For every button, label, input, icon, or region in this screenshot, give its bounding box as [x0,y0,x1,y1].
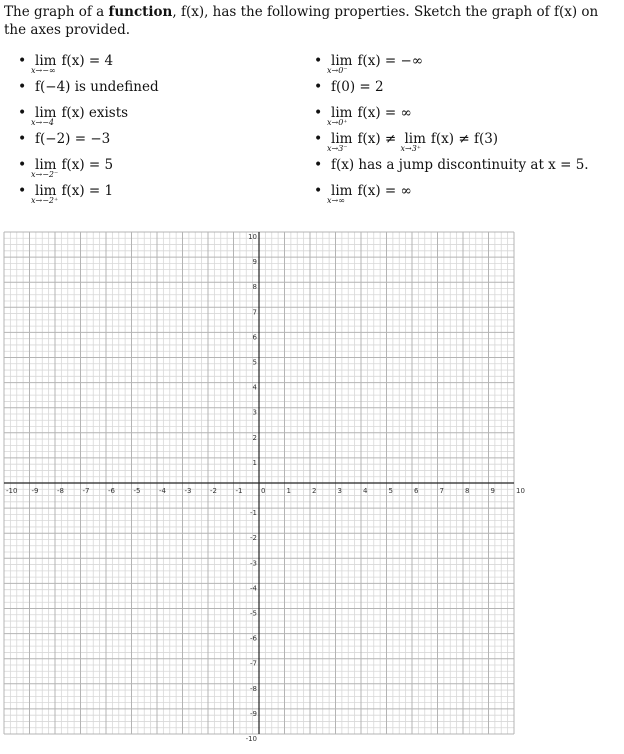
property-statement: f(0) = 2 [331,79,384,95]
property-text [331,156,589,174]
y-tick-label: 4 [252,383,257,392]
limit-operator [31,104,57,127]
limit-operator [327,104,353,127]
property-expression: f(x) = 1 [61,183,114,199]
limit-word: lim [331,105,353,121]
problem-statement [4,3,620,39]
limit-operator [327,182,353,205]
y-tick-label: 5 [252,358,257,367]
y-tick-label: 10 [248,233,257,241]
property-statement: f(−4) is undefined [35,79,159,95]
y-tick-label: -8 [250,684,257,693]
y-tick-label: -2 [250,534,257,543]
x-tick-label: -4 [159,487,166,495]
x-tick-label: 0 [261,487,266,495]
y-tick-label: 3 [252,408,257,417]
limit-word: lim [331,183,353,199]
bullet-icon: • [314,183,323,199]
intro-bold: function [108,4,173,20]
bullet-icon: • [18,79,27,95]
x-tick-label: -7 [82,487,90,495]
limit-word: lim [35,157,57,173]
property-expression: f(x) = −∞ [357,53,424,69]
limit-subscript: x→∞ [327,196,345,205]
y-tick-label: -10 [245,735,257,743]
limit-subscript: x→−2⁺ [31,196,59,205]
property-text [31,52,114,75]
x-tick-label: 4 [363,487,368,495]
bullet-icon: • [18,183,27,199]
property-expression: f(x) exists [61,105,129,121]
property-text [31,182,114,205]
x-tick-label: -3 [184,487,192,495]
property-statement: f(−2) = −3 [35,131,111,147]
limit-subscript: x→−2⁻ [31,170,59,179]
y-tick-label: 8 [252,283,257,292]
y-tick-label: -9 [250,709,257,718]
y-tick-label: -7 [250,659,257,668]
property-expression: f(x) = ∞ [357,183,412,199]
bullet-icon: • [314,131,323,147]
x-tick-label: 9 [490,487,495,495]
property-expression-2: f(x) ≠ f(3) [430,131,499,147]
limit-word: lim [331,131,353,147]
x-tick-label: 5 [388,487,393,495]
limit-subscript: x→3⁻ [327,144,348,153]
limit-word: lim [331,53,353,69]
limit-operator [31,182,59,205]
limit-word: lim [35,183,57,199]
y-tick-label: 7 [252,308,257,317]
limit-word: lim [404,131,426,147]
intro-before: The graph of a [4,4,109,20]
y-tick-label: -4 [250,584,257,593]
property-text [327,130,499,153]
grid-svg[interactable] [0,228,525,743]
x-tick-label: 1 [286,487,291,495]
bullet-icon: • [18,157,27,173]
limit-subscript: x→3⁺ [400,144,422,153]
y-tick-label: 2 [252,433,257,442]
limit-word: lim [35,53,57,69]
property-text [331,78,384,96]
graph-axes[interactable] [0,228,525,743]
property-text [31,104,129,127]
x-tick-label: -10 [6,487,18,495]
y-tick-label: 1 [252,458,257,467]
property-expression: f(x) = ∞ [357,105,412,121]
x-tick-label: 7 [439,487,444,495]
x-tick-label: 3 [337,487,342,495]
x-tick-label: 2 [312,487,317,495]
limit-subscript: x→−∞ [31,66,56,75]
x-tick-label: -2 [210,487,217,495]
x-tick-label: 10 [516,487,525,495]
property-expression: f(x) = 5 [61,157,114,173]
limit-operator [327,130,353,153]
y-tick-label: 6 [252,333,257,342]
y-tick-label: -6 [250,634,257,643]
property-text [35,78,159,96]
x-tick-label: -5 [133,487,141,495]
property-text [327,104,412,127]
y-tick-label: -3 [250,559,257,568]
property-expression: f(x) = 4 [61,53,114,69]
property-expression: f(x) ≠ [357,131,401,147]
x-tick-label: 6 [414,487,419,495]
x-tick-label: -1 [235,487,243,495]
limit-operator [327,52,353,75]
bullet-icon: • [314,157,323,173]
limit-subscript: x→−4 [31,118,55,127]
x-tick-label: -8 [57,487,64,495]
limit-word: lim [35,105,57,121]
bullet-icon: • [18,105,27,121]
y-tick-label: 9 [252,258,257,267]
bullet-icon: • [314,79,323,95]
y-tick-label: -1 [250,509,257,518]
limit-operator [31,156,59,179]
limit-subscript: x→0⁻ [327,66,348,75]
limit-operator [400,130,426,153]
x-tick-label: 8 [465,487,470,495]
property-text [31,156,114,179]
intro-after: , f(x), has the following properties. Sketch the graph of f(x) on the axes provided. [4,4,599,38]
bullet-icon: • [314,53,323,69]
property-text [35,130,110,148]
x-tick-label: -6 [108,487,115,495]
limit-operator [31,52,57,75]
bullet-icon: • [18,131,27,147]
y-tick-label: -5 [250,609,257,618]
property-text [327,182,412,205]
property-text [327,52,424,75]
property-statement: f(x) has a jump discontinuity at x = 5. [331,157,589,173]
bullet-icon: • [18,53,27,69]
bullet-icon: • [314,105,323,121]
x-tick-label: -9 [31,487,39,495]
limit-subscript: x→0⁺ [327,118,348,127]
